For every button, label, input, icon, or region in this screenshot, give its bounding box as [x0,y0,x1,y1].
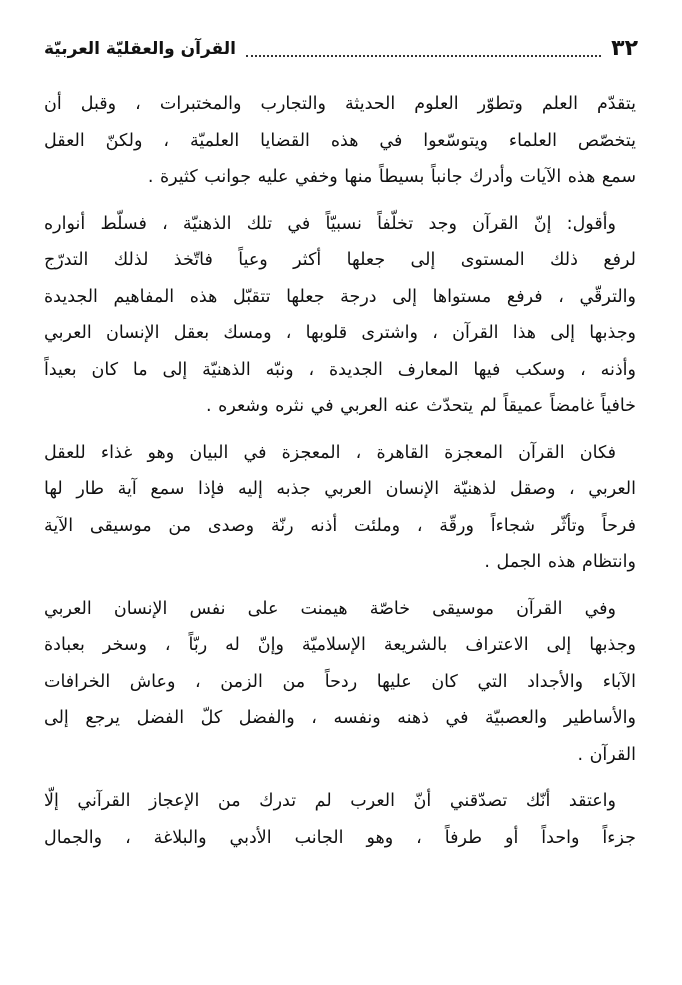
text-line: واعتقد أنّك تصدّقني أنّ العرب لم تدرك من الإعجاز القرآني إلّا [44,791,616,811]
page-body [44,86,636,866]
text-line: والأساطير والعصبيّة في ذهنه ونفسه ، والفضل كلّ الفضل يرجع إلى [44,708,636,728]
text-line: جزءاً واحداً أو طرفاً ، وهو الجانب الأدبي والبلاغة ، والجمال [44,827,636,848]
paragraph-5 [44,783,636,856]
text-line: العربي ، وصقل لذهنيّة الإنسان العربي جذبه إليه فإذا سمع آية طار لها [44,479,636,499]
paragraph-2 [44,206,636,425]
text-line: الآباء والأجداد التي كان عليها ردحاً من الزمن ، وعاش الخرافات [44,671,636,692]
text-line: يتقدّم العلم وتطوّر العلوم الحديثة والتجارب والمختبرات ، وقبل أن [44,94,636,114]
text-line: سمع هذه الآيات وأدرك جانباً بسيطاً منها وخفي عليه جوانب كثيرة . [147,167,636,187]
paragraph-1 [44,86,636,196]
dotted-leader [246,55,601,57]
text-line: والترقّي ، فرفع مستواها إلى درجة جعلها تتقبّل هذه المفاهيم الجديدة [44,286,636,307]
text-line: فكان القرآن المعجزة القاهرة ، المعجزة في البيان وهو غذاء للعقل [44,442,616,463]
text-line: وجذبها إلى الاعتراف بالشريعة الإسلاميّة وإنّ له ربّاً ، وسخر بعبادة [44,635,636,655]
text-line: يتخصّص العلماء ويتوسّعوا في هذه القضايا العلميّة ، ولكنّ العقل [44,130,636,151]
paragraph-4 [44,591,636,774]
text-line: خافياً غامضاً عميقاً لم يتحدّث عنه العربي في نثره وشعره . [206,396,636,416]
page-number: ٣٢ [611,36,638,61]
text-line: فرحاً وتأثّر شجاءاً ورقّة ، وملئت أذنه رنّة وصدى من موسيقى الآية [44,515,636,536]
text-line: القرآن . [577,744,636,765]
running-title: القرآن والعقليّة العربيّة [44,39,237,59]
text-line: وجذبها إلى هذا القرآن ، واشترى قلوبها ، ومسك بعقل الإنسان العربي [44,323,636,343]
paragraph-3 [44,435,636,581]
text-line: وأذنه ، وسكب فيها المعارف الجديدة ، ونبّه الذهنيّة إلى ما كان بعيداً [44,359,636,380]
text-line: وأقول: إنّ القرآن وجد تخلّفاً نسبيّاً في تلك الذهنيّة ، فسلّط أنواره [44,213,616,234]
text-line: لرفع ذلك المستوى إلى جعلها أكثر وعياً فاتّخذ لذلك التدرّج [44,250,636,270]
text-line: وانتظام هذه الجمل . [484,552,636,572]
text-line: وفي القرآن موسيقى خاصّة هيمنت على نفس الإنسان العربي [44,598,616,619]
page-header [44,30,638,64]
